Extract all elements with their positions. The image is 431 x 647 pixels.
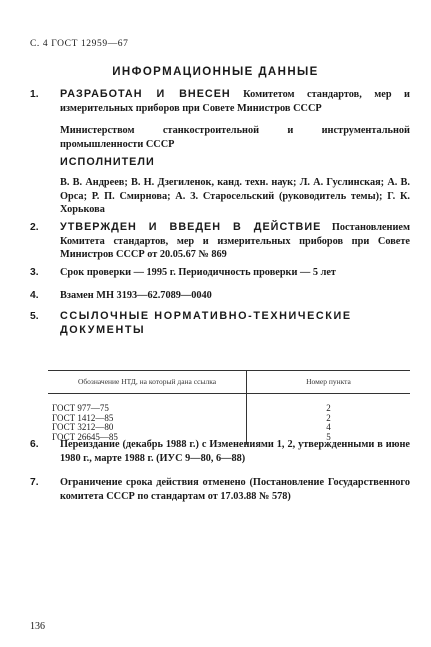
section-title: ИНФОРМАЦИОННЫЕ ДАННЫЕ xyxy=(112,66,319,78)
page-number: 136 xyxy=(30,621,45,632)
info-item-6 xyxy=(30,438,410,465)
info-item-1 xyxy=(30,88,410,115)
executors-heading: ИСПОЛНИТЕЛИ xyxy=(60,156,155,168)
item-lead: УТВЕРЖДЕН И ВВЕДЕН В ДЕЙСТВИЕ xyxy=(60,221,322,233)
column-header-clause: Номер пункта xyxy=(247,371,411,394)
item-text: Срок проверки — 1995 г. Периодичность проверки — 5 лет xyxy=(60,267,336,278)
item-number: 2. xyxy=(30,222,39,233)
item-number: 5. xyxy=(30,311,39,322)
item-lead: РАЗРАБОТАН И ВНЕСЕН xyxy=(60,88,231,100)
column-header-document: Обозначение НТД, на который дана ссылка xyxy=(48,371,247,394)
info-item-3 xyxy=(30,266,410,280)
item-number: 7. xyxy=(30,477,39,488)
info-item-2 xyxy=(30,221,410,262)
item-number: 4. xyxy=(30,290,39,301)
cell-document: ГОСТ 977—75 xyxy=(48,394,247,414)
item-text: Взамен МН 3193—62.7089—0040 xyxy=(60,290,212,301)
cell-clause: 4 xyxy=(326,422,331,432)
cell-clause: 2 xyxy=(326,412,331,423)
item-lead: ССЫЛОЧНЫЕ НОРМАТИВНО-ТЕХНИЧЕСКИЕ ДОКУМЕНТЫ xyxy=(60,310,352,336)
item-text: Ограничение срока действия отменено (Постановление Государственного комитета СССР по стандартам от 17.03.88 № 578) xyxy=(60,477,410,502)
info-item-5 xyxy=(30,310,410,337)
info-item-7 xyxy=(30,476,410,503)
info-item-4 xyxy=(30,289,410,303)
cell-document: ГОСТ 3212—80 xyxy=(48,423,247,433)
running-header: С. 4 ГОСТ 12959—67 xyxy=(30,39,129,49)
item-number: 6. xyxy=(30,439,39,450)
reference-table xyxy=(48,370,410,444)
item-number: 3. xyxy=(30,267,39,278)
cell-document: ГОСТ 1412—85 xyxy=(48,414,247,424)
ministry-paragraph: Министерством станкостроительной и инструментальной промышленности СССР xyxy=(60,125,410,150)
item-text: Комитетом стандартов, мер и измерительных приборов при Совете Министров СССР xyxy=(60,89,410,114)
item-number: 1. xyxy=(30,89,39,100)
cell-clause: 2 xyxy=(326,403,331,413)
item-text: Постановлением Комитета стандартов, мер и измерительных приборов при Совете Министров СССР от 20.05.67 № 869 xyxy=(60,222,410,260)
executors-list: В. В. Андреев; В. Н. Дзегиленок, канд. техн. наук; Л. А. Гуслинская; А. В. Орса; Р. П. Смирнова; А. З. Старосельский (руководитель темы); Г. К. Хорькова xyxy=(60,177,410,215)
item-text: Переиздание (декабрь 1988 г.) с Изменениями 1, 2, утвержденными в июне 1980 г., марте 1988 г. (ИУС 9—80, 6—88) xyxy=(60,439,410,464)
cell-document: ГОСТ 26645—85 xyxy=(48,433,247,445)
table-row xyxy=(48,394,410,414)
cell-clause: 5 xyxy=(326,431,331,442)
